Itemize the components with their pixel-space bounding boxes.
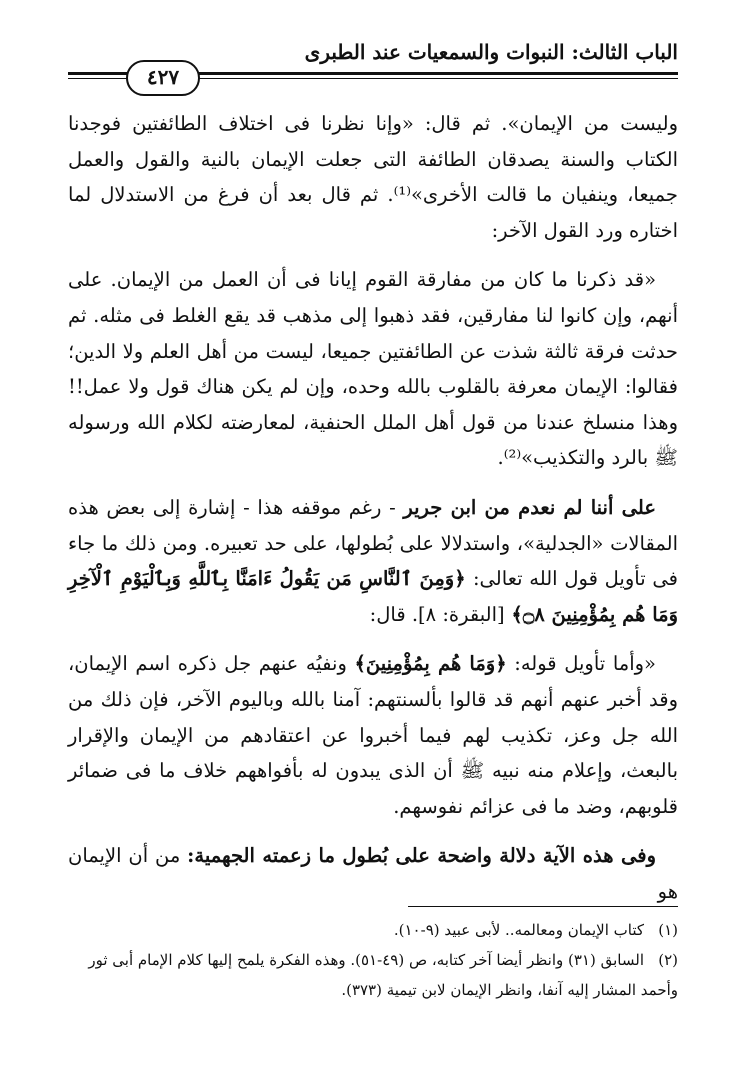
- page-number: ٤٢٧: [126, 60, 200, 96]
- quran-verse-1: ﴿وَمِنَ ٱلنَّاسِ مَن يَقُولُ ءَامَنَّا بِٱللَّهِ وَبِٱلْيَوْمِ ٱلْآخِرِ وَمَا هُم بِمُؤْمِنِينَ ۝٨﴾: [68, 567, 678, 626]
- footnote-number: (١): [658, 921, 678, 939]
- footnote-text: كتاب الإيمان ومعالمه.. لأبى عبيد (٩-١٠).: [393, 921, 644, 939]
- paragraph-2-quote: «قد ذكرنا ما كان من مفارقة القوم إيانا فى أن العمل من الإيمان. على أنهم، وإن كانوا لنا مفارقين، فقد ذهبوا إلى مذهب قد يقع الغلط فى مثله. ثم حدثت فرقة ثالثة شذت عن الطائفتين جميعا، ليست من أهل العلم ولا الدين؛ فقالوا: الإيمان معرفة بالقلوب بالله وحده، وإن لم يكن هناك قول ولا عمل!! وهذا منسلخ عندنا من قول أهل الملل الحنفية، لمعارضته لكلام الله ورسوله ﷺ بالرد والتكذيب»⁽²⁾.: [68, 268, 678, 470]
- paragraph-4-quote: [68, 646, 678, 824]
- main-text: [68, 106, 678, 923]
- paragraph-3-lead: على أننا لم نعدم من ابن جرير: [403, 495, 656, 519]
- footnote-rule: [408, 906, 678, 907]
- quran-verse-2: ﴿وَمَا هُم بِمُؤْمِنِينَ﴾: [354, 652, 507, 676]
- quran-reference: [البقرة: ٨]. قال:: [369, 602, 505, 626]
- footnote-number: (٢): [658, 951, 678, 969]
- footnote-2: [68, 945, 678, 1005]
- footnote-text: السابق (٣١) وانظر أيضا آخر كتابه، ص (٤٩-٥١). وهذه الفكرة يلمح إليها كلام الإمام أبى ثور وأحمد المشار إليه آنفا، وانظر الإيمان لابن تيمية (٣٧٣).: [88, 951, 678, 999]
- paragraph-1: وليست من الإيمان». ثم قال: «وإنا نظرنا فى اختلاف الطائفتين فوجدنا الكتاب والسنة يصدقان الطائفة التى جعلت الإيمان بالنية والقول والعمل جميعا، وينفيان ما قالت الأخرى»⁽¹⁾. ثم قال بعد أن فرغ من الاستدلال لما اختاره ورد القول الآخر:: [68, 112, 678, 242]
- paragraph-5-text: من أن الإيمان هو: [68, 844, 678, 903]
- paragraph-5: [68, 838, 678, 909]
- paragraph-3-text: - رغم موقفه هذا - إشارة إلى بعض هذه المقالات «الجدلية»، واستدلالا على بُطولها، على حد تعبيره. ومن ذلك ما جاء فى تأويل قول الله تعالى:: [68, 495, 678, 591]
- paragraph-4-text: ونفيُه عنهم جل ذكره اسم الإيمان، وقد أخبر عنهم أنهم قد قالوا بألسنتهم: آمنا بالله وباليوم الآخر، فإن ذلك من الله جل وعز، تكذيب لهم فيما أخبروا عن اعتقادهم من الإيمان والإقرار بالبعث، وإعلام منه نبيه ﷺ أن الذى يبدون له بأفواههم خلاف ما فى ضمائر قلوبهم، وضد ما فى عزائم نفوسهم.: [68, 652, 678, 818]
- paragraph-4-start: «وأما تأويل قوله:: [506, 652, 656, 676]
- paragraph-5-lead: وفى هذه الآية دلالة واضحة على بُطول ما زعمته الجهمية:: [187, 844, 656, 868]
- paragraph-3: [68, 490, 678, 632]
- footnotes: [68, 915, 678, 1005]
- footnote-1: [68, 915, 678, 945]
- running-header-title: الباب الثالث: النبوات والسمعيات عند الطبرى: [304, 40, 678, 64]
